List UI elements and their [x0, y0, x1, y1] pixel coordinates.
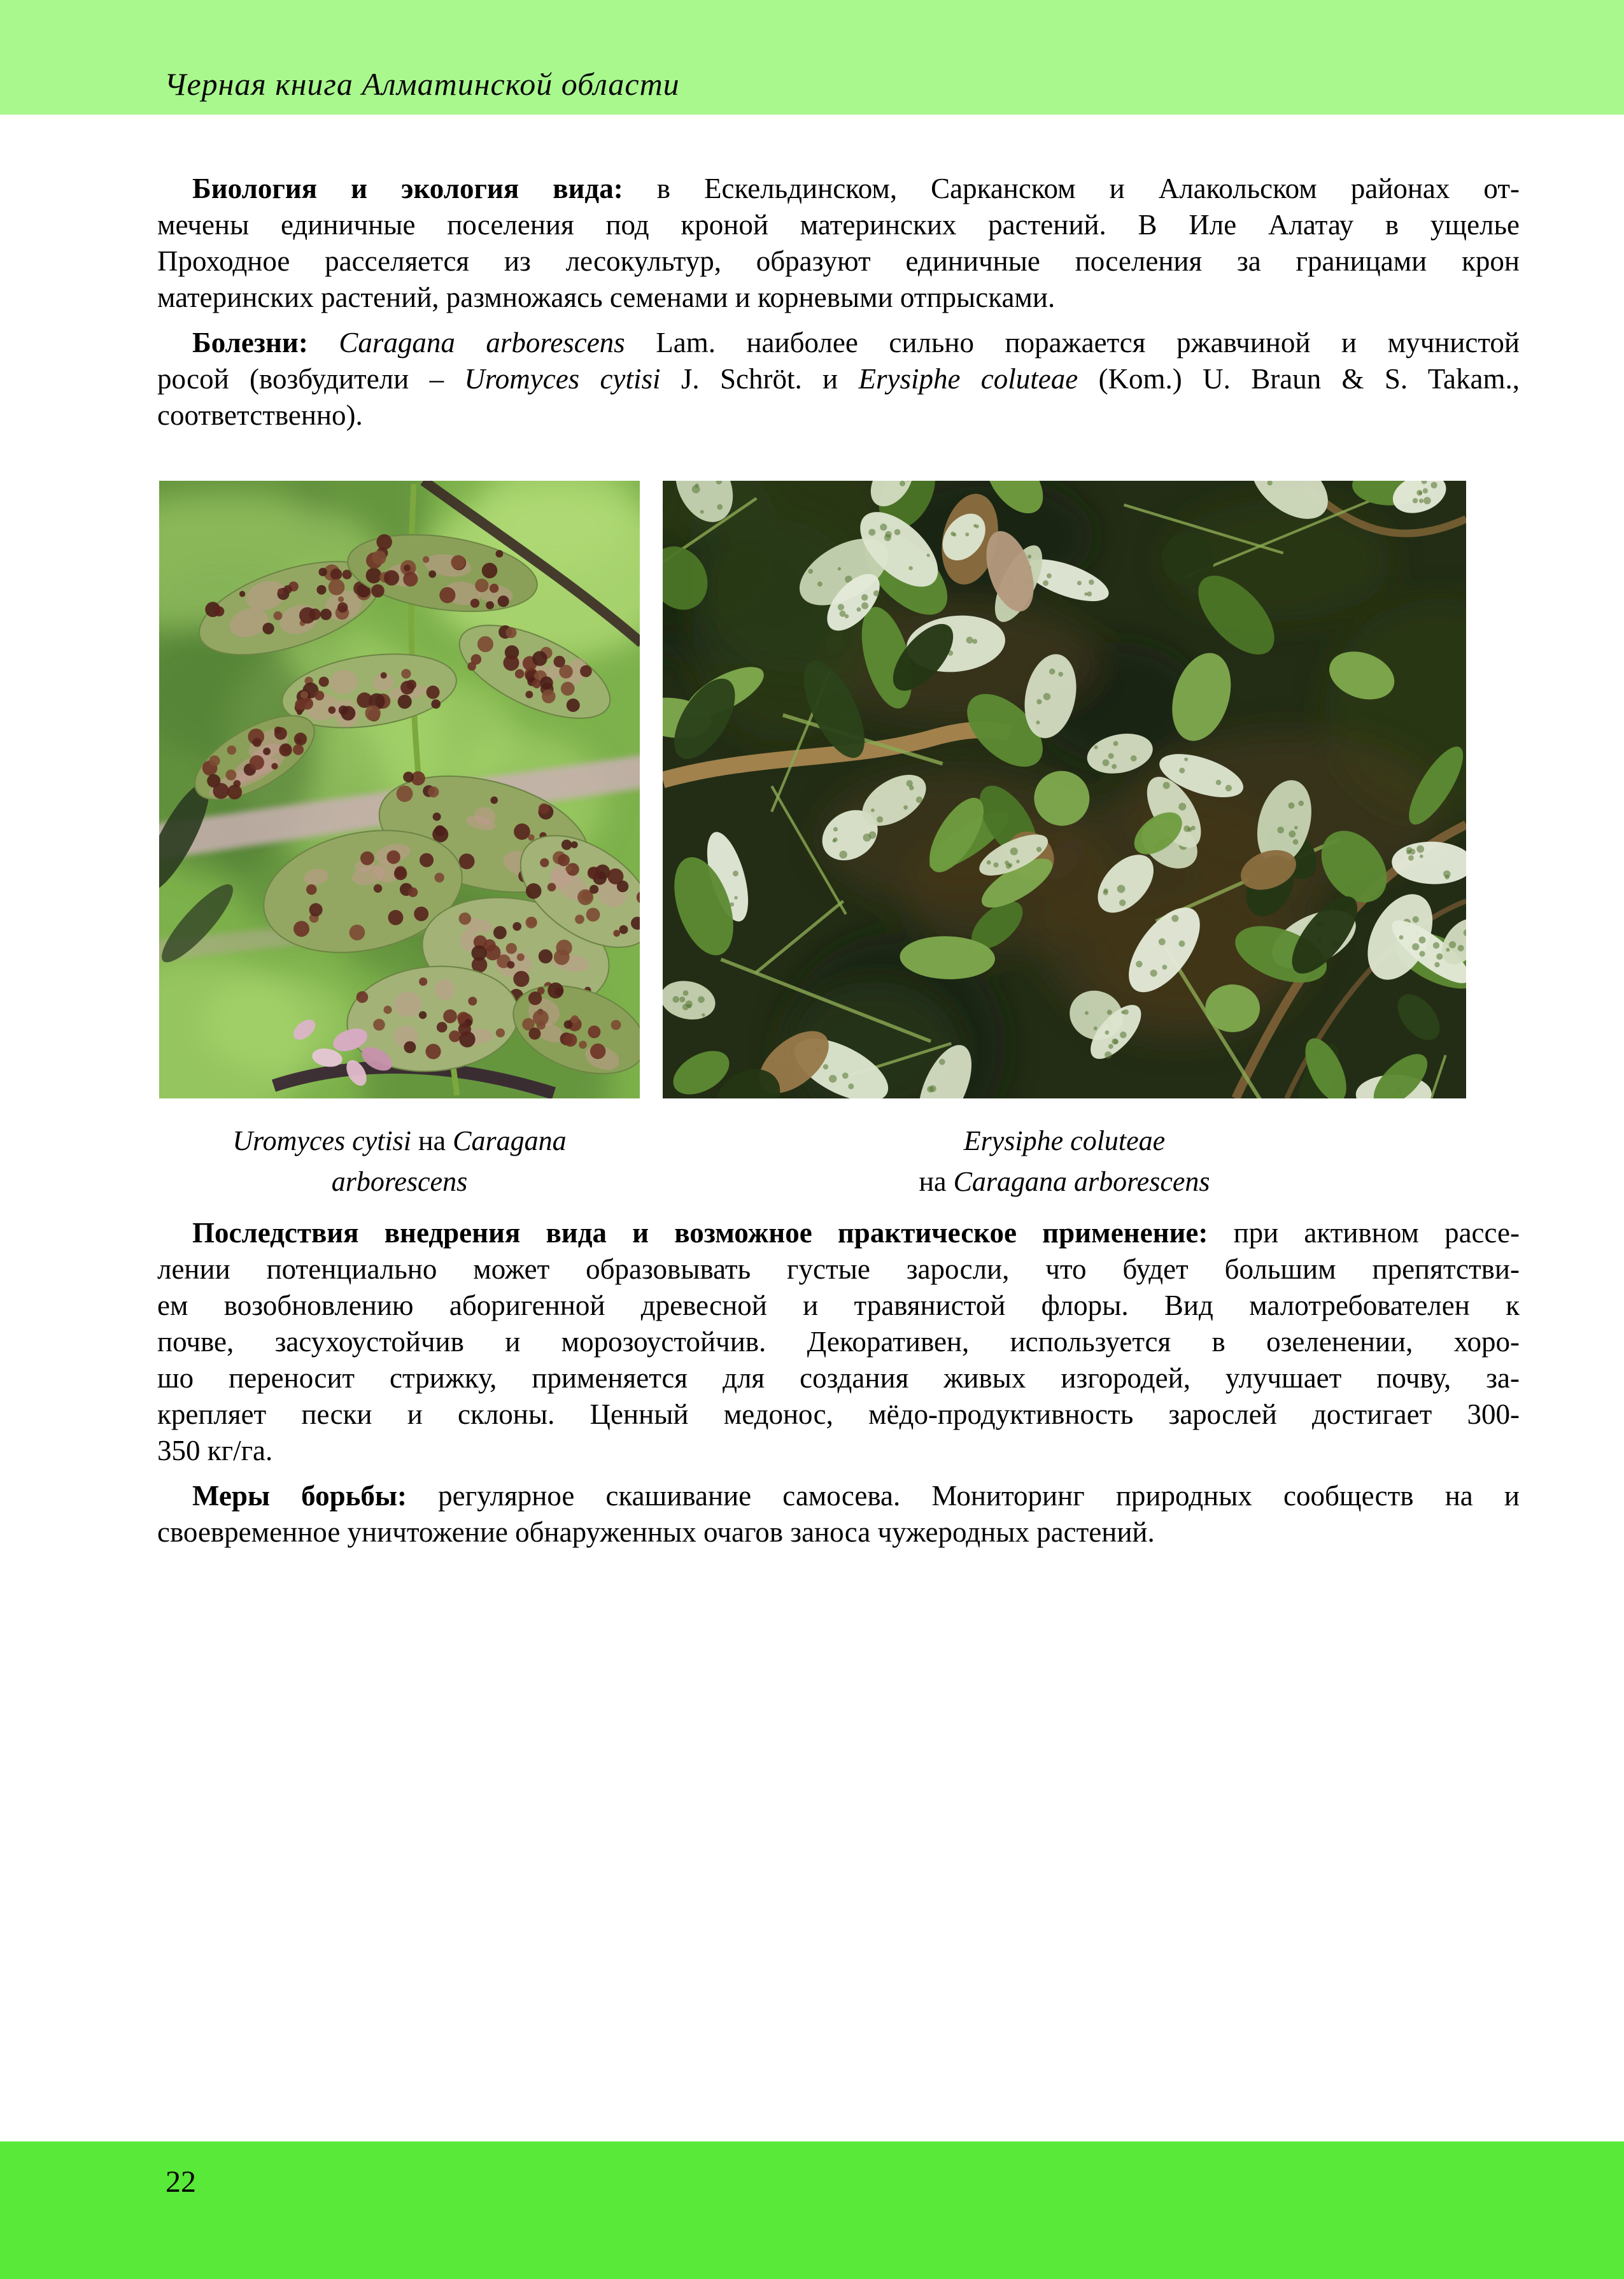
figure-caption-line: [159, 1161, 640, 1202]
text-run: Caragana: [453, 1125, 567, 1156]
text-run: Erysiphe coluteae: [963, 1125, 1166, 1156]
figure-caption-line: [663, 1121, 1466, 1161]
paragraph: [157, 1478, 1520, 1551]
text-run: Lam. наиболее сильно поражается ржавчиной и мучнистой: [625, 327, 1520, 359]
text-run: Uromyces cytisi: [232, 1125, 412, 1156]
text-run: (Kom.) U. Braun & S. Takam.,: [1078, 363, 1520, 395]
text-run: на: [411, 1125, 453, 1156]
text-line: [157, 243, 1520, 280]
text-run: в Ескельдинском, Сарканском и Алакольском районах от-: [656, 173, 1520, 204]
text-line: [157, 1396, 1520, 1433]
text-run: Меры борьбы:: [192, 1480, 439, 1512]
text-line: [157, 361, 1520, 397]
paragraph: [157, 171, 1520, 316]
text-line: [157, 1324, 1520, 1360]
header-bar: [0, 0, 1624, 115]
text-line: [157, 1433, 1520, 1469]
text-run: мечены единичные поселения под кроной материнских растений. В Иле Алатау в ущелье: [157, 209, 1520, 241]
text-run: arborescens: [331, 1166, 468, 1197]
text-line: [157, 280, 1520, 316]
text-run: крепляет пески и склоны. Ценный медонос, мёдо-продуктивность зарослей достигает 300-: [157, 1398, 1520, 1430]
text-run: росой (возбудители –: [157, 363, 465, 395]
text-line: [157, 1514, 1520, 1551]
text-block-bottom: [157, 1215, 1520, 1551]
text-run: своевременное уничтожение обнаруженных очагов заноса чужеродных растений.: [157, 1516, 1155, 1548]
text-line: [157, 207, 1520, 243]
text-line: [157, 1288, 1520, 1324]
page-title: Черная книга Алматинской области: [164, 66, 680, 102]
text-run: J. Schröt. и: [660, 363, 859, 395]
text-run: почве, засухоустойчив и морозоустойчив. Декоративен, используется в озеленении, хоро-: [157, 1326, 1520, 1358]
text-run: шо переносит стрижку, применяется для создания живых изгородей, улучшает почву, за-: [157, 1362, 1520, 1394]
figure-rust-photo: [159, 481, 640, 1098]
paragraph: [157, 325, 1520, 434]
figure-caption-rust: [159, 1121, 640, 1202]
footer-bar: [0, 2141, 1624, 2279]
paragraph: [157, 1215, 1520, 1469]
text-line: [157, 397, 1520, 434]
figure-caption-line: [159, 1121, 640, 1161]
text-run: при активном рассе-: [1233, 1217, 1520, 1249]
text-run: ем возобновлению аборигенной древесной и травянистой флоры. Вид малотребователен к: [157, 1289, 1520, 1321]
text-run: на: [919, 1166, 954, 1197]
text-run: Erysiphe coluteae: [858, 363, 1078, 395]
text-run: материнских растений, размножаясь семенами и корневыми отпрысками.: [157, 281, 1056, 313]
text-run: Caragana arborescens: [953, 1166, 1210, 1197]
text-line: [157, 171, 1520, 207]
text-block-top: [157, 171, 1520, 434]
text-run: Проходное расселяется из лесокультур, образуют единичные поселения за границами крон: [157, 245, 1520, 277]
page-number: 22: [166, 2165, 196, 2199]
text-run: Биология и экология вида:: [192, 173, 657, 204]
text-line: [157, 1478, 1520, 1514]
text-line: [157, 325, 1520, 361]
text-run: 350 кг/га.: [157, 1435, 273, 1466]
mildew-photo-image: [663, 481, 1466, 1098]
figure-mildew-photo: [663, 481, 1466, 1098]
text-line: [157, 1251, 1520, 1288]
text-run: регулярное скашивание самосева. Мониторинг природных сообществ на и: [438, 1480, 1520, 1512]
text-run: лении потенциально может образовывать густые заросли, что будет большим препятстви-: [157, 1253, 1520, 1285]
text-run: Caragana arborescens: [339, 327, 625, 359]
figure-caption-mildew: [663, 1121, 1466, 1202]
text-run: соответственно).: [157, 399, 363, 431]
text-line: [157, 1215, 1520, 1251]
text-line: [157, 1360, 1520, 1396]
text-run: Последствия внедрения вида и возможное практическое применение:: [192, 1217, 1234, 1249]
text-run: Uromyces cytisi: [464, 363, 661, 395]
rust-photo-image: [159, 481, 640, 1098]
figure-caption-line: [663, 1161, 1466, 1202]
text-run: Болезни:: [192, 327, 339, 359]
